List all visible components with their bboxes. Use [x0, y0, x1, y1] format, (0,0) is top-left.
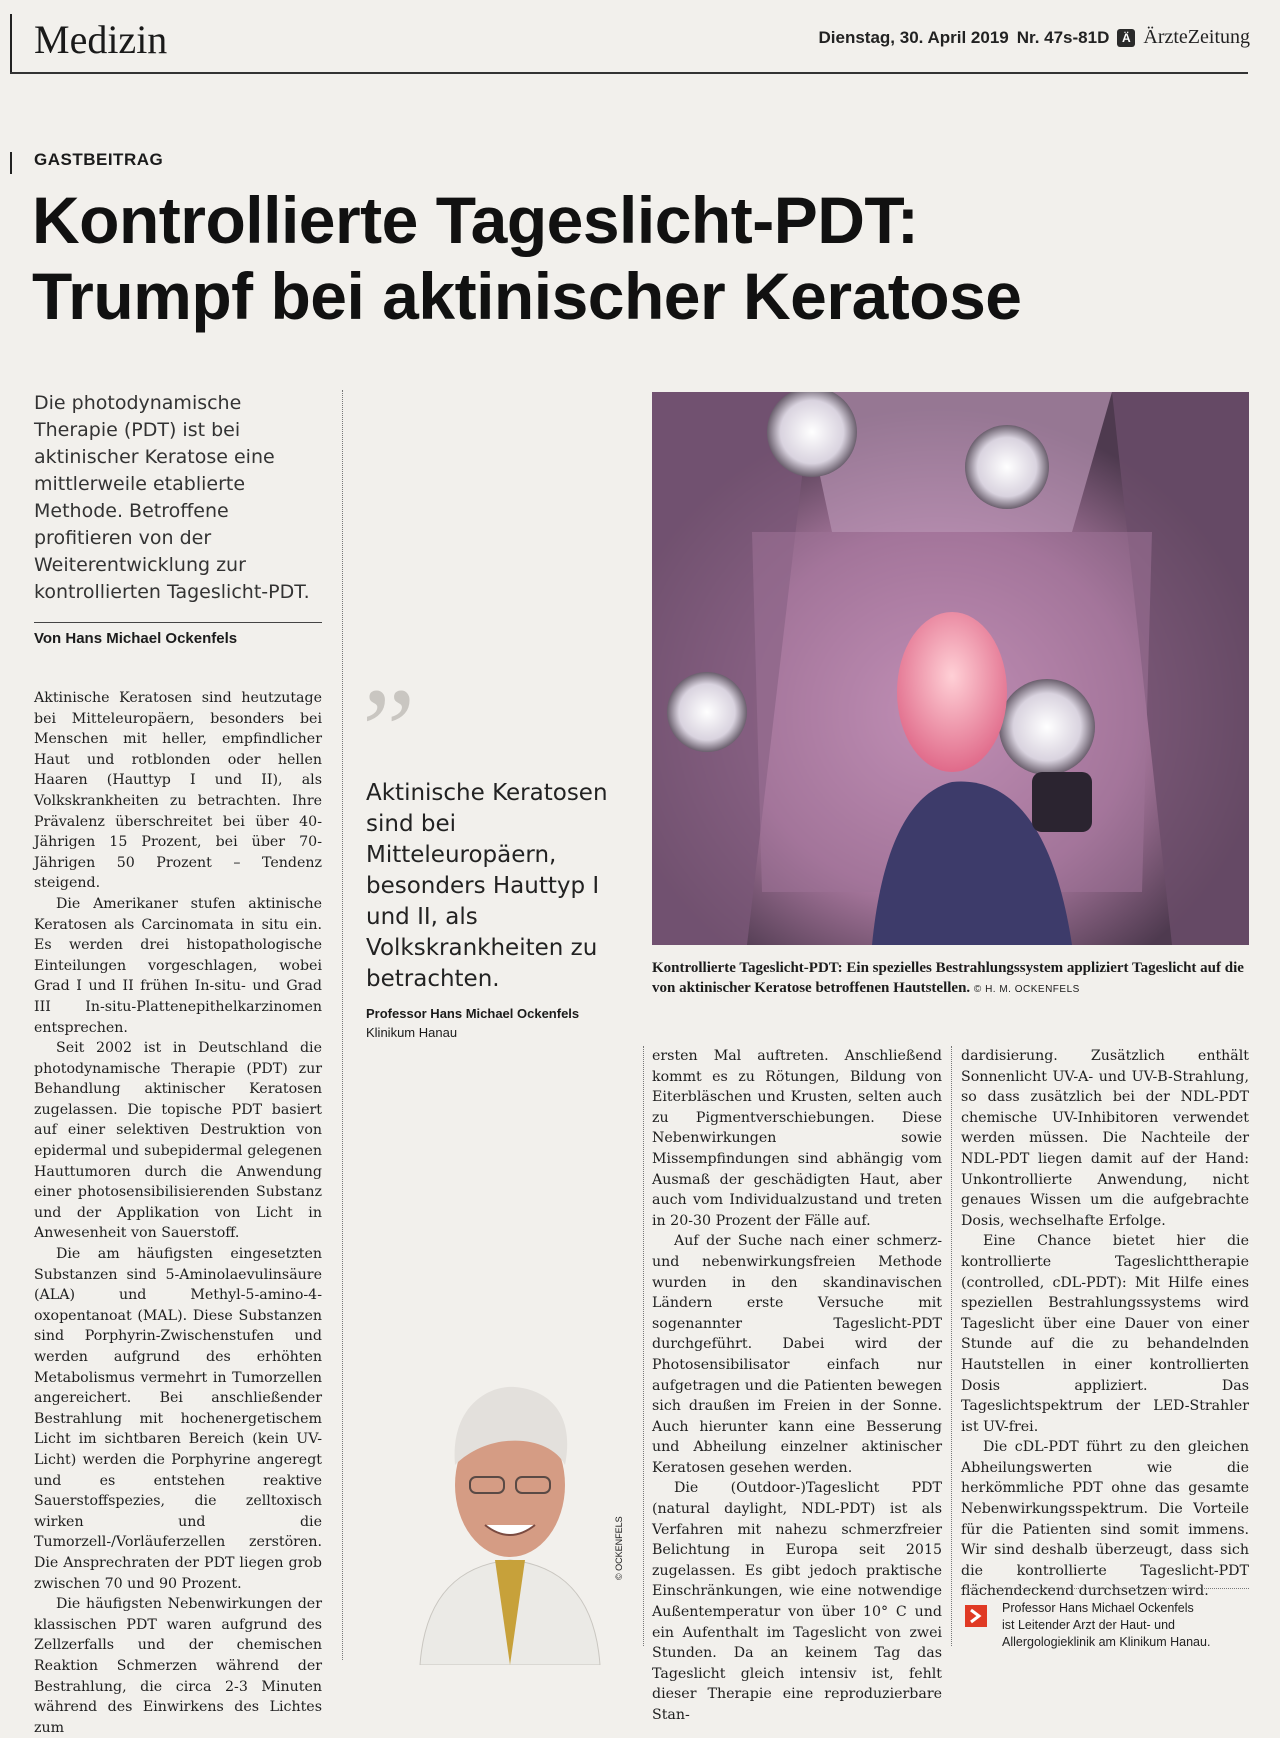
- byline: Von Hans Michael Ockenfels: [34, 630, 238, 647]
- column-rule: [342, 390, 343, 1660]
- author-name: Professor Hans Michael Ockenfels: [1002, 1601, 1194, 1615]
- header-rule: [10, 14, 12, 74]
- kicker: GASTBEITRAG: [34, 150, 164, 169]
- quote-author: Professor Hans Michael Ockenfels: [366, 1006, 580, 1021]
- author-info: [1002, 1600, 1252, 1651]
- article-column-3: [652, 1046, 942, 1726]
- quote-affiliation: Klinikum Hanau: [366, 1025, 458, 1040]
- header-divider: [10, 72, 1248, 74]
- paragraph: Die Amerikaner stufen aktinische Keratosen als Carcinomata in situ ein. Es werden drei histopathologische Einteilungen vorgeschlagen, wobei Grad I und II frühen In-situ- und Grad III In-situ-Plattenepithelkarzinomen entsprechen.: [34, 895, 322, 1036]
- issue-number: Nr. 47s-81D: [1016, 27, 1110, 47]
- paragraph: Aktinische Keratosen sind heutzutage bei Mitteleuropäern, besonders bei Menschen mit heller, empfindlicher Haut und rotblonden oder hellen Haaren (Hauttyp I und II), als Volkskrankheiten zu betrachten. Ihre Prävalenz überschreitet bei über 40-Jährigen 15 Prozent, bei über 70-Jährigen 50 Prozent – Tendenz steigend.: [34, 690, 322, 892]
- patient-head: [897, 612, 1007, 772]
- paragraph: Die am häufigsten eingesetzten Substanzen sind 5-Aminolaevulinsäure (ALA) und Methyl-5-amino-4-oxopentanoat (MAL). Diese Substanzen sind Porphyrin-Zwischenstufen und werden aufgrund des erhöhten Metabolismus vermehrt in Tumorzellen angereichert. Bei anschließender Bestrahlung mit hochenergetischem Licht im sichtbaren Bereich (kein UV-Licht) werden die Porphyrine angeregt und es entstehen reaktive Sauerstoffspezies, die zelltoxisch wirken und die Tumorzell-/Vorläuferzellen zerstören. Die Ansprechraten der PDT liegen grob zwischen 70 und 90 Prozent.: [34, 1246, 322, 1592]
- paragraph: Auf der Suche nach einer schmerz- und nebenwirkungsfreien Methode wurden in den skandinavischen Ländern erste Versuche mit sogenannter Tageslicht-PDT durchgeführt. Dabei wird der Photosensibilisator einfach nur aufgetragen und die Patienten bewegen sich draußen im Freien in der Sonne. Auch hierunter kann eine Besserung und Abheilung einzelner aktinischer Keratosen gesehen werden.: [652, 1233, 942, 1476]
- author-box-divider: [961, 1588, 1249, 1589]
- arrow-right-icon: [965, 1605, 987, 1627]
- paragraph: dardisierung. Zusätzlich enthält Sonnenlicht UV-A- und UV-B-Strahlung, so dass zusätzlich bei der NDL-PDT chemische UV-Inhibitoren verwendet werden müssen. Die Nachteile der NDL-PDT liegen damit auf der Hand: Unkontrollierte Anwendung, nicht genaues Wissen um die aufgebrachte Dosis, wechselhafte Erfolge.: [961, 1048, 1249, 1229]
- paragraph: Die (Outdoor-)Tageslicht PDT (natural daylight, NDL-PDT) ist als Verfahren mit nahezu schmerzfreier Belichtung in Europa seit 2015 zugelassen. Es gibt jedoch praktische Einschränkungen, wie eine notwendige Außentemperatur von über 10° C und ein Aufenthalt im Tageslicht von zwei Stunden. Da an keinem Tag das Tageslicht gleich intensiv ist, fehlt dieser Therapie eine reproduzierbare Stan-: [652, 1480, 942, 1723]
- photo-caption: [652, 958, 1249, 1000]
- brand-name: ÄrzteZeitung: [1143, 26, 1250, 48]
- quote-mark-icon: ”: [362, 663, 416, 796]
- article-column-1: [34, 688, 322, 1738]
- paragraph: Die cDL-PDT führt zu den gleichen Abheilungswerten wie die herkömmliche PDT ohne das gesamte Nebenwirkungsspektrum. Die Vorteile für die Patienten sind somit immens. Wir sind deshalb überzeugt, dass sich die kontrollierte Tageslicht-PDT flächendeckend durchsetzen wird.: [961, 1439, 1249, 1600]
- column-rule: [643, 1046, 644, 1646]
- led-lamp: [667, 672, 747, 752]
- pull-quote: Aktinische Keratosen sind bei Mitteleuropäern, besonders Hauttyp I und II, als Volkskrankheiten zu betrachten.: [366, 780, 608, 992]
- issue-date: Dienstag, 30. April 2019: [818, 27, 1009, 47]
- treatment-photo: [652, 392, 1249, 945]
- led-lamp: [965, 425, 1049, 509]
- issue-info: [819, 26, 1250, 49]
- paragraph: Eine Chance bietet hier die kontrollierte Tageslichttherapie (controlled, cDL-PDT): Mit Hilfe eines speziellen Bestrahlungssystems wird Tageslicht über eine Dauer von einer Stunde auf die zu behandelnden Hautstellen in einer kontrollierten Dosis appliziert. Das Tageslichtspektrum der LED-Strahler ist UV-frei.: [961, 1233, 1249, 1435]
- paragraph: ersten Mal auftreten. Anschließend kommt es zu Rötungen, Bildung von Eiterbläschen und Krusten, selten auch zu Pigmentverschiebungen. Diese Nebenwirkungen sowie Missempfindungen sind abhängig vom Ausmaß der geschädigten Haut, aber auch vom Individualzustand und treten in 20-30 Prozent der Fälle auf.: [652, 1048, 942, 1229]
- headline-line-2: Trumpf bei aktinischer Keratose: [32, 259, 1022, 333]
- column-rule: [951, 1046, 952, 1646]
- section-title: Medizin: [34, 17, 168, 62]
- kicker-rule: [10, 152, 12, 174]
- headline: [32, 182, 1232, 334]
- author-portrait: [400, 1345, 620, 1665]
- lead-paragraph: Die photodynamische Therapie (PDT) ist bei aktinischer Keratose eine mittlerweile etablierte Methode. Betroffene profitieren von der Weiterentwicklung zur kontrollierten Tageslicht-PDT.: [34, 392, 310, 603]
- paragraph: Seit 2002 ist in Deutschland die photodynamische Therapie (PDT) zur Behandlung aktinischer Keratosen zugelassen. Die topische PDT basiert auf einer selektiven Destruktion von epidermal und subepidermal gelegenen Hauttumoren durch die Anwendung einer photosensibilisierenden Substanz und der Applikation von Licht in Anwesenheit von Sauerstoff.: [34, 1040, 322, 1242]
- photo-credit: © H. M. OCKENFELS: [973, 984, 1080, 995]
- portrait-credit: © OCKENFELS: [614, 1516, 624, 1580]
- led-lamp: [999, 679, 1095, 775]
- caption-text: Kontrollierte Tageslicht-PDT: Ein spezielles Bestrahlungssystem appliziert Tageslicht auf die von aktinischer Keratose betroffenen Hautstellen.: [652, 960, 1244, 996]
- headline-line-1: Kontrollierte Tageslicht-PDT:: [32, 183, 919, 257]
- brand-logo-icon: Ä: [1117, 29, 1135, 47]
- article-column-4: [961, 1046, 1249, 1602]
- paragraph: Die häufigsten Nebenwirkungen der klassischen PDT waren aufgrund des Zellzerfalls und der chemischen Reaktion Schmerzen während der Bestrahlung, die circa 2-3 Minuten während des Einwirkens des Lichtes zum: [34, 1596, 322, 1736]
- lead-divider: [34, 622, 322, 623]
- author-role: ist Leitender Arzt der Haut- und Allergologieklinik am Klinikum Hanau.: [1002, 1618, 1211, 1649]
